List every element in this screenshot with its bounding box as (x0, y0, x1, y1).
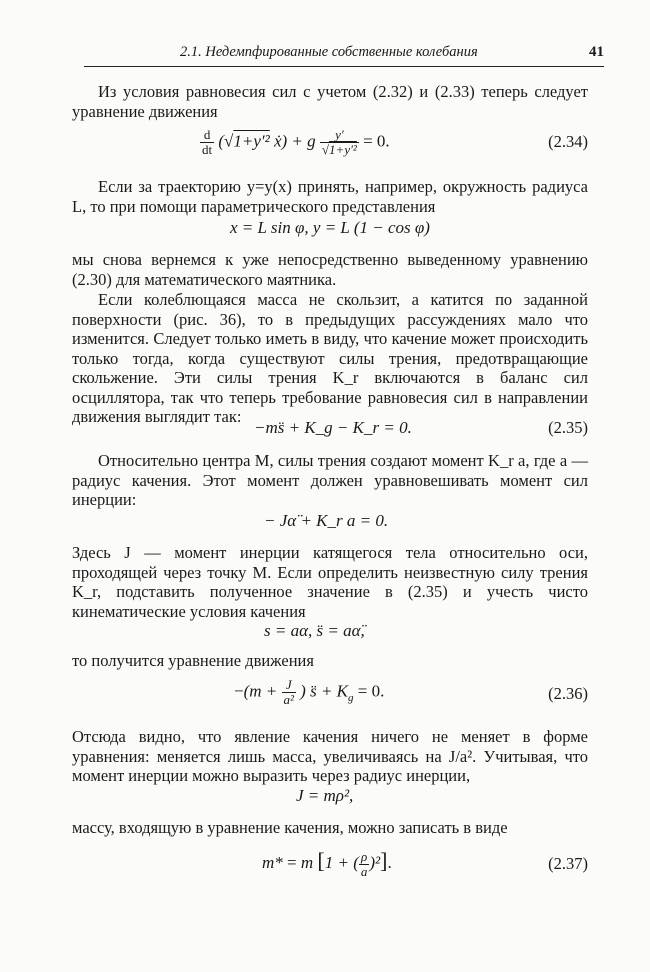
paragraph-9: массу, входящую в уравнение качения, можно записать в виде (72, 818, 508, 837)
paragraph-1: Из условия равновесия сил с учетом (2.32) и (2.33) теперь следует уравнение движения (72, 82, 588, 121)
paragraph-5: Относительно центра M, силы трения создают момент K_r a, где a — радиус качения. Этот момент должен уравновешивать момент сил инерции: (72, 451, 588, 509)
paragraph-4: Если колеблющаяся масса не скользит, а катится по заданной поверхности (рис. 36), то в предыдущих рассуждениях мало что изменится. Следует только иметь в виду, что качение может происходить только тогда, когда существуют силы трения, предотвращающие скольжение. Эти силы трения K_r включаются в баланс сил осциллятора, так что теперь требование равновесия сил в направлении движения выглядит так: (72, 290, 588, 426)
equation-2-36 (72, 678, 588, 708)
equation-param (72, 218, 588, 248)
equation-kinematic (72, 621, 588, 651)
running-header (84, 44, 604, 67)
equation-2-37-body: m* = m [1 + ( $\frac{\rho}{a}$ )²]. (262, 848, 392, 879)
equation-moment-body: − Jα̈ + K_r a = 0. (264, 511, 389, 530)
equation-param-body: x = L sin φ, y = L (1 − cos φ) (230, 218, 430, 237)
equation-kinematic-body: s = aα, s̈ = aα̈, (264, 621, 365, 640)
equation-inertia-body: J = mρ², (296, 786, 354, 805)
equation-2-34-body: $\frac{d}{dt}$ (√1+y′² ẋ) + g $\frac{y'}{\text{√1+y′²}}$ = 0. (202, 127, 390, 157)
paragraph-7: то получится уравнение движения (72, 651, 314, 670)
equation-2-34 (72, 124, 588, 157)
section-title: 2.1. Недемпфированные собственные колебания (180, 44, 478, 60)
equation-number: (2.35) (548, 418, 588, 437)
page-number: 41 (589, 44, 604, 60)
paragraph-6: Здесь J — момент инерции катящегося тела относительно оси, проходящей через точку M. Если определить неизвестную силу трения K_r, подставить полученное значение в (2.35) и учесть чисто кинематические условия качения (72, 543, 588, 621)
paragraph-3: мы снова вернемся к уже непосредственно выведенному уравнению (2.30) для математического маятника. (72, 250, 588, 289)
equation-inertia (72, 786, 588, 816)
paragraph-8: Отсюда видно, что явление качения ничего не меняет в форме уравнения: меняется лишь масса, увеличиваясь на J/a². Учитывая, что момент инерции можно выразить через радиус инерции, (72, 727, 588, 785)
equation-number: (2.36) (548, 684, 588, 703)
equation-2-35 (72, 418, 588, 448)
equation-2-35-body: −ms̈ + K_g − K_r = 0. (254, 418, 412, 437)
equation-moment (72, 511, 588, 541)
paragraph-2: Если за траекторию y=y(x) принять, например, окружность радиуса L, то при помощи параметрического представления (72, 177, 588, 216)
equation-number: (2.34) (548, 132, 588, 151)
equation-2-36-body: −(m + $\frac{J}{\text{a²}}$ ) s̈ + $K_g = 0$. (234, 677, 385, 707)
equation-2-37 (72, 846, 588, 879)
equation-number: (2.37) (548, 854, 588, 873)
